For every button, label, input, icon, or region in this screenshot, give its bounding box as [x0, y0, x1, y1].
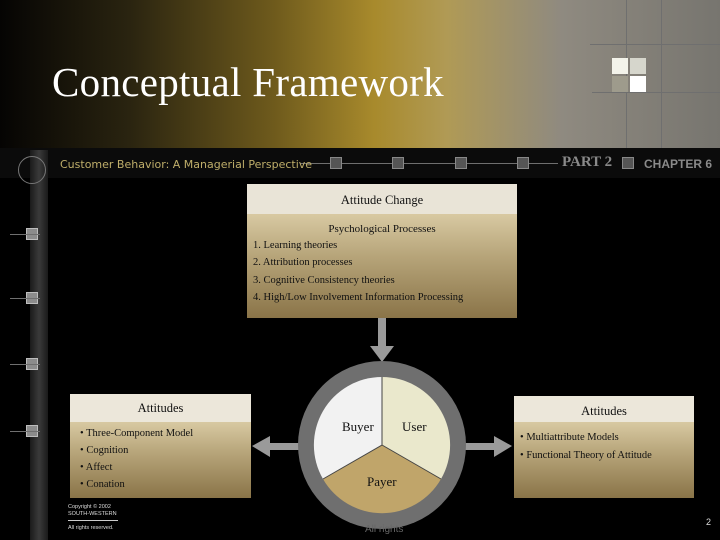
buyer-label: Buyer: [342, 419, 374, 434]
left-attitude-item: • Affect: [80, 462, 113, 473]
all-rights-text: All rights: [365, 524, 404, 535]
page-number: 2: [706, 517, 712, 527]
user-label: User: [402, 419, 427, 434]
left-attitudes-title: Attitudes: [137, 401, 184, 415]
down-arrow: [370, 318, 394, 362]
psychological-processes-heading: Psychological Processes: [328, 223, 436, 235]
copyright-notice: Copyright © 2002 SOUTH-WESTERN All rights reserved.: [68, 504, 117, 531]
left-attitude-item: • Conation: [80, 479, 125, 490]
part-label: PART 2: [562, 154, 613, 170]
left-attitude-item: • Cognition: [80, 445, 129, 456]
slide-title: Conceptual Framework: [52, 59, 444, 105]
chapter-label: CHAPTER 6: [644, 157, 713, 171]
course-subtitle: Customer Behavior: A Managerial Perspective: [60, 158, 313, 171]
right-attitudes-title: Attitudes: [581, 404, 627, 418]
payer-label: Payer: [367, 474, 397, 489]
process-item: 4. High/Low Involvement Information Processing: [253, 292, 464, 303]
right-attitude-item: • Functional Theory of Attitude: [520, 450, 652, 461]
right-attitude-item: • Multiattribute Models: [520, 432, 619, 443]
process-item: 2. Attribution processes: [253, 257, 353, 268]
attitude-change-title: Attitude Change: [340, 193, 424, 207]
process-item: 3. Cognitive Consistency theories: [253, 275, 395, 286]
process-item: 1. Learning theories: [253, 240, 338, 251]
left-attitude-item: • Three-Component Model: [80, 428, 194, 439]
